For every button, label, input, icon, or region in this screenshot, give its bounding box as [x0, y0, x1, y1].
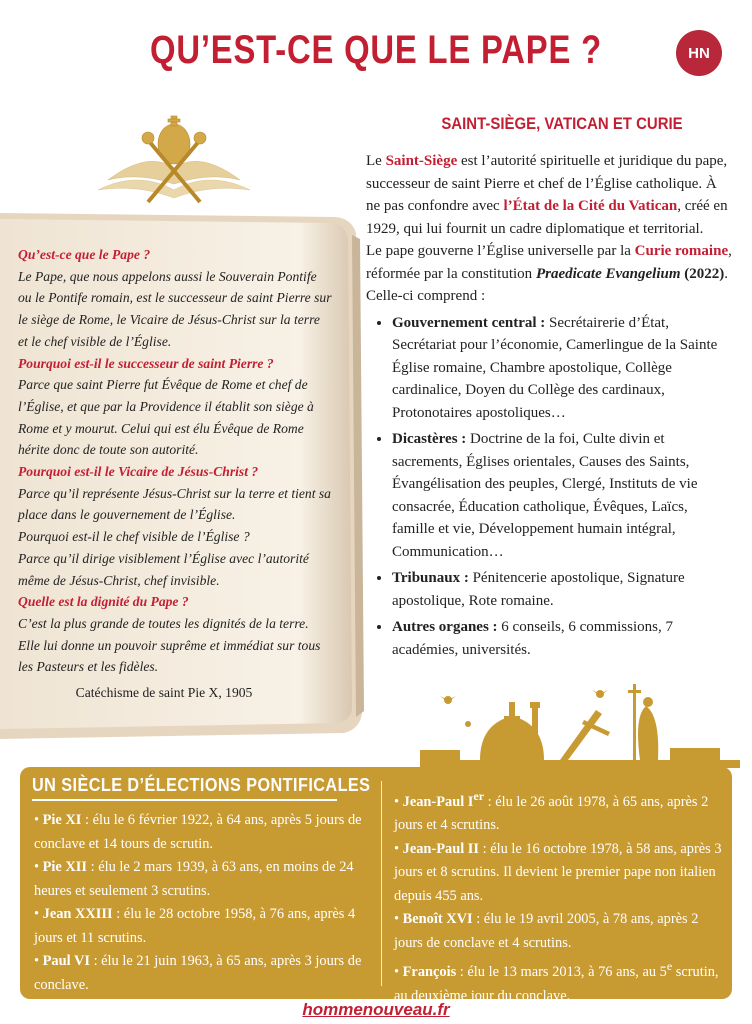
etat-vatican-term: l’État de la Cité du Vatican [503, 198, 678, 214]
catechism-answer-line: ou le Pontife romain, est le successeur de saint Pierre sur [18, 290, 332, 306]
catechism-answer-line: et le chef visible de l’Église. [18, 333, 172, 349]
elections-title: UN SIÈCLE D’ÉLECTIONS PONTIFICALES [32, 775, 371, 795]
hn-logo[interactable] [676, 30, 722, 76]
list-item: • Pie XII : élu le 2 mars 1939, à 63 ans, en moins de 24 heures et seulement 3 scrutins. [34, 859, 354, 899]
page-title: QU’EST-CE QUE LE PAPE ? [149, 28, 602, 72]
list-item: • Jean XXIII : élu le 28 octobre 1958, à 76 ans, après 4 jours et 11 scrutins. [34, 906, 356, 946]
intro-paragraph-1: Le Saint-Siège est l’autorité spirituelle et juridique du pape, successeur de saint Pierre et chef de l’Église catholique. À ne pas confondre avec l’État de la Cité du Vatican, créé en 1929, qui lui fournit un cadre diplomatique et territorial. [366, 153, 728, 237]
catechism-question: Qu’est-ce que le Pape ? [18, 247, 151, 262]
catechism-answer-line: les Pasteurs et les fidèles. [18, 659, 159, 675]
catechism-answer-line: Elle lui donne un pouvoir suprême et immédiat sur tous [18, 637, 321, 653]
catechism-answer-line: place dans le gouvernement de l’Église. [18, 507, 236, 523]
title-underline [32, 799, 337, 801]
list-item: • Dicastères : Doctrine de la foi, Culte divin et sacrements, Églises orientales, Causes des Saints, Évangélisation des peuples, Clergé, Instituts de vie consacrée, Éducation catholique, Évêques, Laïcs, famille et vie, Développement humain intégral, Communication… [392, 428, 732, 563]
catechism-answer-line: Pourquoi est-il le chef visible de l’Église ? [18, 529, 250, 545]
saint-siege-term: Saint-Siège [385, 153, 458, 169]
constitution-title: Praedicate Evangelium [535, 265, 681, 282]
catechism-answer-line: l’Église, et que par la Providence il établit son siège à [18, 398, 314, 414]
list-item: • Benoît XVI : élu le 19 avril 2005, à 78 ans, après 2 jours de conclave et 4 scrutins. [394, 911, 699, 951]
curie-term: Curie romaine [634, 243, 729, 259]
catechism-answer-line: même de Jésus-Christ, chef invisible. [18, 572, 220, 588]
catechism-source: Catéchisme de saint Pie X, 1905 [75, 685, 253, 701]
logo-text: HN [688, 44, 710, 62]
list-item: • Autres organes : 6 conseils, 6 commissions, 7 académies, universités. [392, 616, 732, 661]
vatican-silhouette-icon [420, 676, 740, 768]
list-item: • Jean-Paul II : élu le 16 octobre 1978, à 58 ans, après 3 jours et 8 scrutins. Il devient le premier pape non italien depuis 455 ans. [394, 840, 722, 904]
papal-emblem-icon [88, 110, 260, 210]
catechism-answer-line: Parce qu’il représente Jésus-Christ sur la terre et tient sa [18, 485, 331, 501]
catechism-answer-line: Le Pape, que nous appelons aussi le Souverain Pontife [18, 268, 317, 284]
catechism-answer-line: le siège de Rome, le Vicaire de Jésus-Christ sur la terre [18, 312, 320, 328]
catechism-answer-line: Parce qu’il dirige visiblement l’Église avec l’autorité [18, 550, 309, 566]
list-item: • Pie XI : élu le 6 février 1922, à 64 ans, après 5 jours de conclave et 14 tours de scrutin. [34, 812, 362, 852]
elections-panel [20, 767, 732, 1004]
list-item: • Paul VI : élu le 21 juin 1963, à 65 ans, après 3 jours de conclave. [34, 953, 362, 993]
section-subtitle: SAINT-SIÈGE, VATICAN ET CURIE [441, 114, 683, 133]
catechism-question: Quelle est la dignité du Pape ? [18, 594, 189, 610]
catechism-text [18, 244, 330, 704]
catechism-question: Pourquoi est-il le Vicaire de Jésus-Christ ? [18, 464, 259, 480]
website-link[interactable]: hommenouveau.fr [302, 1000, 450, 1019]
catechism-answer-line: Rome et y mourut. Celui qui est élu Évêque de Rome [18, 420, 304, 436]
intro-paragraph-2: Le pape gouverne l’Église universelle par la Curie romaine, réformée par la constitution Praedicate Evangelium (2022). Celle-ci comprend : [366, 243, 732, 304]
catechism-answer-line: hérite donc de toute son autorité. [18, 442, 199, 458]
column-divider [381, 781, 382, 986]
catechism-question: Pourquoi est-il le successeur de saint Pierre ? [18, 355, 274, 371]
catechism-answer-line: C’est la plus grande de toutes les dignités de la terre. [18, 615, 309, 631]
curia-list [366, 312, 732, 662]
list-item: • Tribunaux : Pénitencerie apostolique, Signature apostolique, Rote romaine. [392, 567, 732, 612]
list-item: • Jean-Paul Ier : élu le 26 août 1978, à 65 ans, après 2 jours et 4 scrutins. [394, 789, 709, 834]
list-item: • Gouvernement central : Secrétairerie d’État, Secrétariat pour l’économie, Camerlingue de la Sainte Église romaine, Chambre apostolique, Collège cardinalice, Doyen du Collège des cardinaux, Protonotaires apostoliques… [392, 312, 732, 425]
elections-left-column [34, 809, 374, 997]
intro-section [366, 150, 732, 665]
list-item: • François : élu le 13 mars 2013, à 76 ans, au 5e scrutin, au deuxième jour du conclave. [394, 959, 719, 1004]
elections-right-column [394, 785, 724, 1008]
catechism-answer-line: Parce que saint Pierre fut Évêque de Rome et chef de [18, 377, 308, 393]
